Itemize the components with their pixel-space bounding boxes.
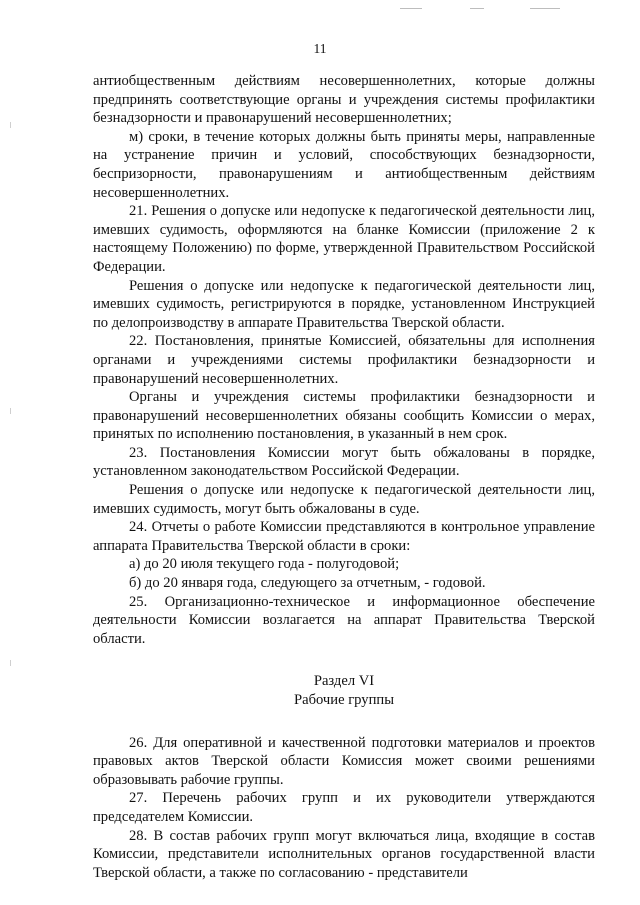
paragraph: Органы и учреждения системы профилактики безнадзорности и правонарушений несовершеннолетних обязаны сообщить Комиссии о мерах, принятых по исполнению постановления, в указанный в нем срок. [93,389,595,443]
paragraph: Решения о допуске или недопуске к педагогической деятельности лиц, имевших судимость, могут быть обжалованы в суде. [93,482,595,517]
paragraph: 21. Решения о допуске или недопуске к педагогической деятельности лиц, имевших судимость, оформляются на бланке Комиссии (приложение 2 к настоящему Положению) по форме, утвержденной Правительством Российской Федерации. [93,203,595,275]
scan-artifact [400,8,422,9]
paragraph: 22. Постановления, принятые Комиссией, обязательны для исполнения органами и учреждениями системы профилактики безнадзорности и правонарушений несовершеннолетних. [93,333,595,387]
paragraph: 25. Организационно-техническое и информационное обеспечение деятельности Комиссии возлагается на аппарат Правительства Тверской области. [93,593,595,647]
scan-artifact [10,122,11,128]
scan-artifact [530,8,560,9]
paragraph: 23. Постановления Комиссии могут быть обжалованы в порядке, установленном законодательством Российской Федерации. [93,444,595,480]
page-number: 11 [313,41,327,56]
paragraph: 28. В состав рабочих групп могут включаться лица, входящие в состав Комиссии, представители исполнительных органов государственной власти Тверской области, а также по согласованию - представители [93,827,595,881]
scan-artifact [470,8,484,9]
list-item: а) до 20 июля текущего года - полугодовой; [129,556,400,573]
section-heading: Раздел VI [313,673,375,690]
section-title: Рабочие группы [293,692,395,708]
paragraph: Решения о допуске или недопуске к педагогической деятельности лиц, имевших судимость, регистрируются в порядке, установленном Инструкцией по делопроизводству в аппарате Правительства Тверской области. [93,277,595,331]
paragraph: 27. Перечень рабочих групп и их руководители утверждаются председателем Комиссии. [93,790,595,825]
list-item: б) до 20 января года, следующего за отчетным, - годовой. [129,575,486,592]
scan-artifact [10,660,11,666]
scan-artifact [10,408,11,414]
paragraph: м) сроки, в течение которых должны быть приняты меры, направленные на устранение причин и условий, способствующих безнадзорности, беспризорности, правонарушениям и антиобщественным действиям несовершеннолетних. [93,128,595,201]
paragraph: 24. Отчеты о работе Комиссии представляются в контрольное управление аппарата Правительства Тверской области в сроки: [93,519,595,554]
paragraph: 26. Для оперативной и качественной подготовки материалов и проектов правовых актов Тверской области Комиссия может своими решениями образовывать рабочие группы. [93,734,595,788]
document-body [93,72,595,882]
paragraph: антиобщественным действиям несовершеннолетних, которые должны предпринять соответствующие органы и учреждения системы профилактики безнадзорности и правонарушений несовершеннолетних; [93,73,595,127]
